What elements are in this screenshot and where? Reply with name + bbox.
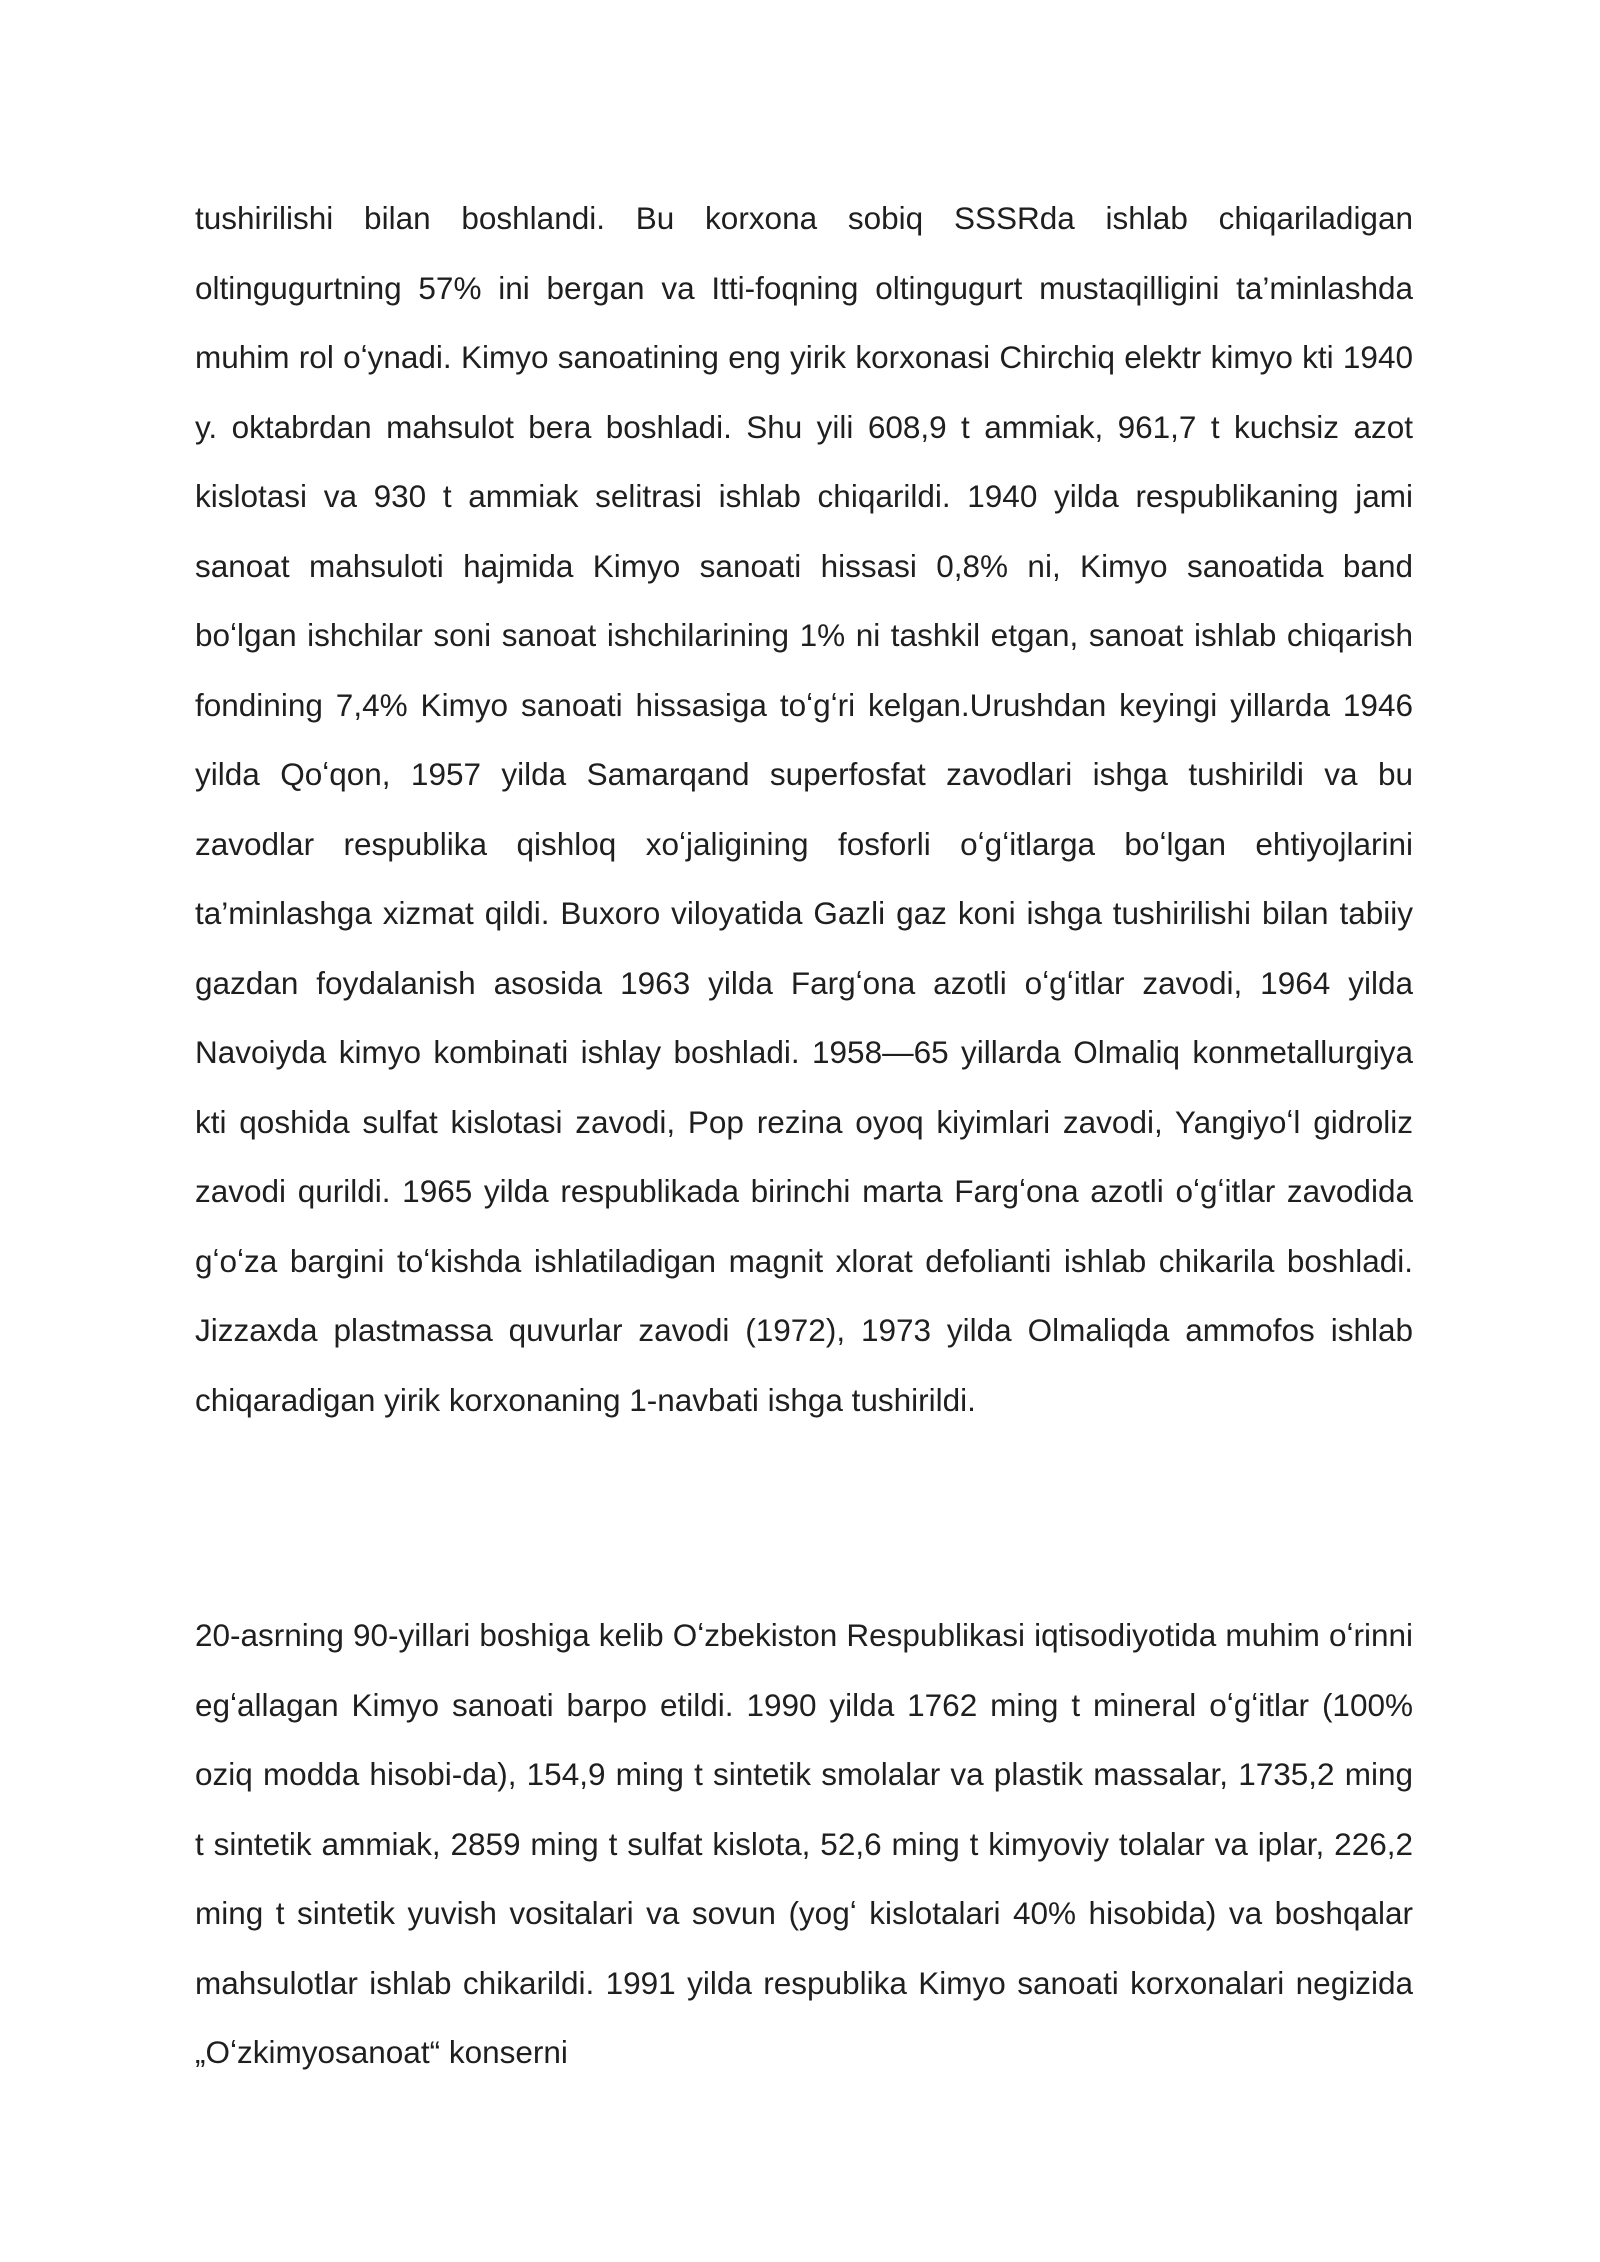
paragraph-1: [195, 184, 1413, 1435]
paragraph-2-text: 20-asrning 90-yillari boshiga kelib Oʻzbekiston Respublikasi iqtisodiyotida muhim oʻrinni egʻallagan Kimyo sanoati barpo etildi. 1990 yilda 1762 ming t mineral oʻgʻitlar (100% oziq modda hisobi-da), 154,9 ming t sintetik smolalar va plastik massalar, 1735,2 ming t sintetik ammiak, 2859 ming t sulfat kislota, 52,6 ming t kimyoviy tolalar va iplar, 226,2 ming t sintetik yuvish vositalari va sovun (yogʻ kislotalari 40% hisobida) va boshqalar mahsulotlar ishlab chikarildi. 1991 yilda respublika Kimyo sanoati korxonalari negizida „Oʻzkimyosanoat“ konserni: [195, 1617, 1413, 2070]
paragraph-1-text: tushirilishi bilan boshlandi. Bu korxona sobiq SSSRda ishlab chiqariladigan oltingugurtning 57% ini bergan va Itti-foqning oltingugurt mustaqilligini ta’minlashda muhim rol oʻynadi. Kimyo sanoatining eng yirik korxonasi Chirchiq elektr kimyo kti 1940 y. oktabrdan mahsulot bera boshladi. Shu yili 608,9 t ammiak, 961,7 t kuchsiz azot kislotasi va 930 t ammiak selitrasi ishlab chiqarildi. 1940 yilda respublikaning jami sanoat mahsuloti hajmida Kimyo sanoati hissasi 0,8% ni, Kimyo sanoatida band boʻlgan ishchilar soni sanoat ishchilarining 1% ni tashkil etgan, sanoat ishlab chiqarish fondining 7,4% Kimyo sanoati hissasiga toʻgʻri kelgan.Urushdan keyingi yillarda 1946 yilda Qoʻqon, 1957 yilda Samarqand superfosfat zavodlari ishga tushirildi va bu zavodlar respublika qishloq xoʻjaligining fosforli oʻgʻitlarga boʻlgan ehtiyojlarini ta’minlashga xizmat qildi. Buxoro viloyatida Gazli gaz koni ishga tushirilishi bilan tabiiy gazdan foydalanish asosida 1963 yilda Fargʻona azotli oʻgʻitlar zavodi, 1964 yilda Navoiyda kimyo kombinati ishlay boshladi. 1958—65 yillarda Olmaliq konmetallurgiya kti qoshida sulfat kislotasi zavodi, Pop rezina oyoq kiyimlari zavodi, Yangiyoʻl gidroliz zavodi qurildi. 1965 yilda respublikada birinchi marta Fargʻona azotli oʻgʻitlar zavodida gʻoʻza bargini toʻkishda ishlatiladigan magnit xlorat defolianti ishlab chikarila boshladi. Jizzaxda plastmassa quvurlar zavodi (1972), 1973 yilda Olmaliqda ammofos ishlab chiqaradigan yirik korxonaning 1-navbati ishga tushirildi.: [195, 200, 1413, 1418]
paragraph-2: [195, 1601, 1413, 2088]
